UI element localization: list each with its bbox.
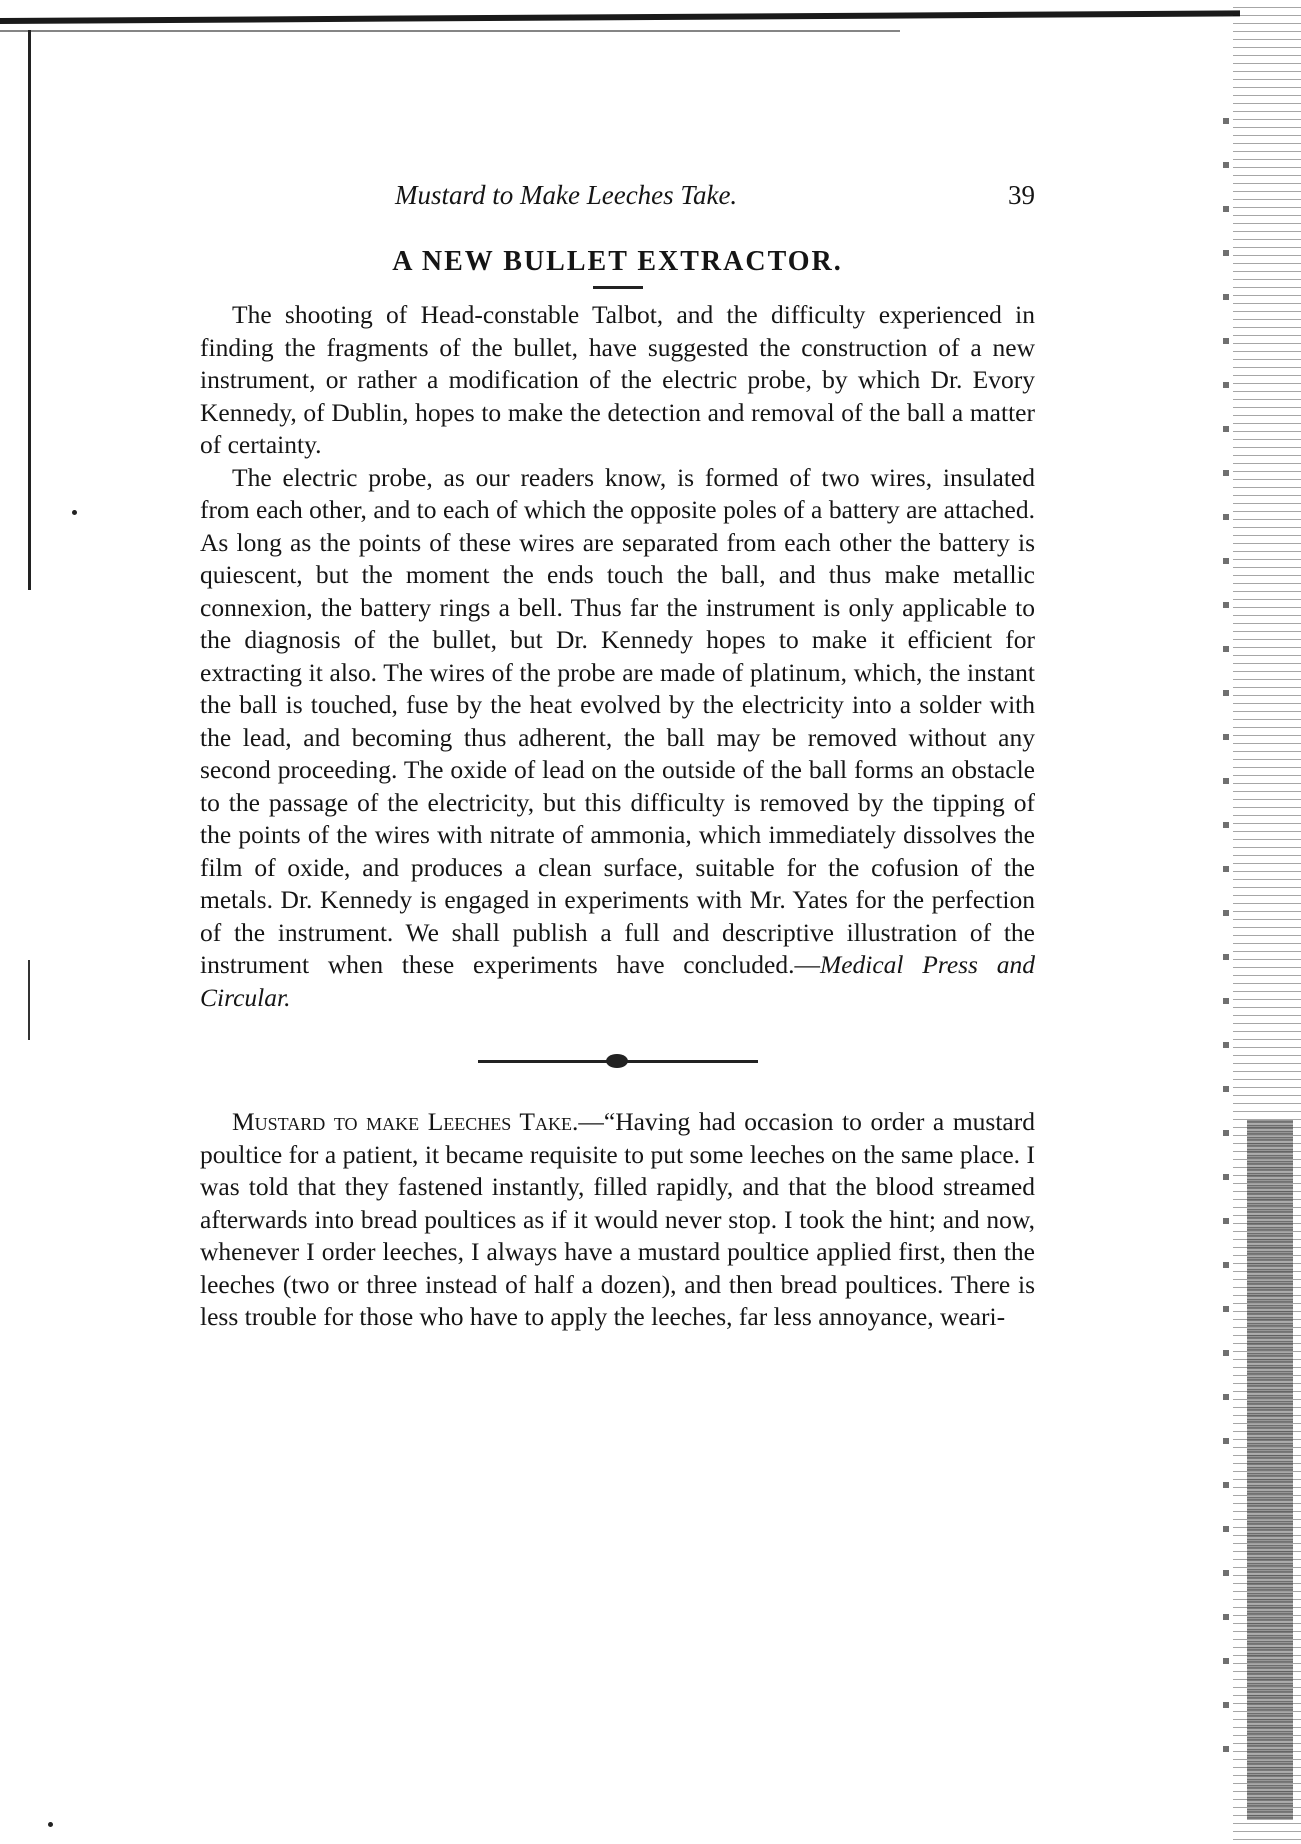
article-2-paragraph [200,1106,1035,1334]
source-citation: Medical Press and Circular. [200,950,1035,1012]
article-paragraph-2 [200,462,1035,1015]
article-paragraph-1: The shooting of Head-constable Talbot, and the difficulty experienced in finding the fragments of the bullet, have suggested the construction of a new instrument, or rather a modification of the electric probe, by which Dr. Evory Kennedy, of Dublin, hopes to make the detection and removal of the ball a matter of certainty. [200,300,1035,459]
scan-top-edge-shadow [0,30,900,32]
book-page [200,180,1035,1334]
running-head-title: Mustard to Make Leeches Take. [395,180,738,210]
scan-binding-edge [1247,1120,1293,1820]
article-title: A NEW BULLET EXTRACTOR. [392,246,843,277]
scan-left-edge-mark [28,960,30,1040]
article-2-heading: Mustard to make Leeches Take. [232,1107,579,1136]
running-head [200,180,1035,220]
scan-left-edge-line [28,30,31,590]
paragraph-2-text: The electric probe, as our readers know, is formed of two wires, insulated from each other, and to each of which the opposite poles of a battery are attached. As long as the points of these wires are separated from each other the battery is quiescent, but the moment the ends touch the ball, and thus make metallic connexion, the battery rings a bell. Thus far the instrument is only applicable to the diagnosis of the bullet, but Dr. Kennedy hopes to make it efficient for extracting it also. The wires of the probe are made of platinum, which, the instant the ball is touched, fuse by the heat evolved by the electricity into a solder with the lead, and becoming thus adherent, the ball may be removed without any second proceeding. The oxide of lead on the outside of the ball forms an obstacle to the passage of the electricity, but this difficulty is removed by the tipping of the points of the wires with nitrate of ammonia, which immediately dissolves the film of oxide, and produces a clean surface, suitable for the cofusion of the metals. Dr. Kennedy is engaged in experiments with Mr. Yates for the perfection of the instrument. We shall publish a full and descriptive illustration of the instrument when these experiments have concluded.— [200,462,1035,979]
scan-right-gutter-marks [1223,80,1229,1780]
scan-speck [48,1822,53,1827]
page-number: 39 [1008,180,1035,210]
title-rule [593,286,643,289]
scan-speck [72,510,77,515]
section-divider [478,1052,758,1072]
divider-ornament [606,1054,628,1068]
article-2-text: —“Having had occasion to order a mustard poultice for a patient, it became requisite to put some leeches on the same place. I was told that they fastened instantly, filled rapidly, and that the blood streamed afterwards into bread poultices as if it would never stop. I took the hint; and now, whenever I order leeches, I always have a mustard poultice applied first, then the leeches (two or three instead of half a dozen), and then bread poultices. There is less trouble for those who have to apply the leeches, far less annoyance, weari- [200,1107,1035,1331]
